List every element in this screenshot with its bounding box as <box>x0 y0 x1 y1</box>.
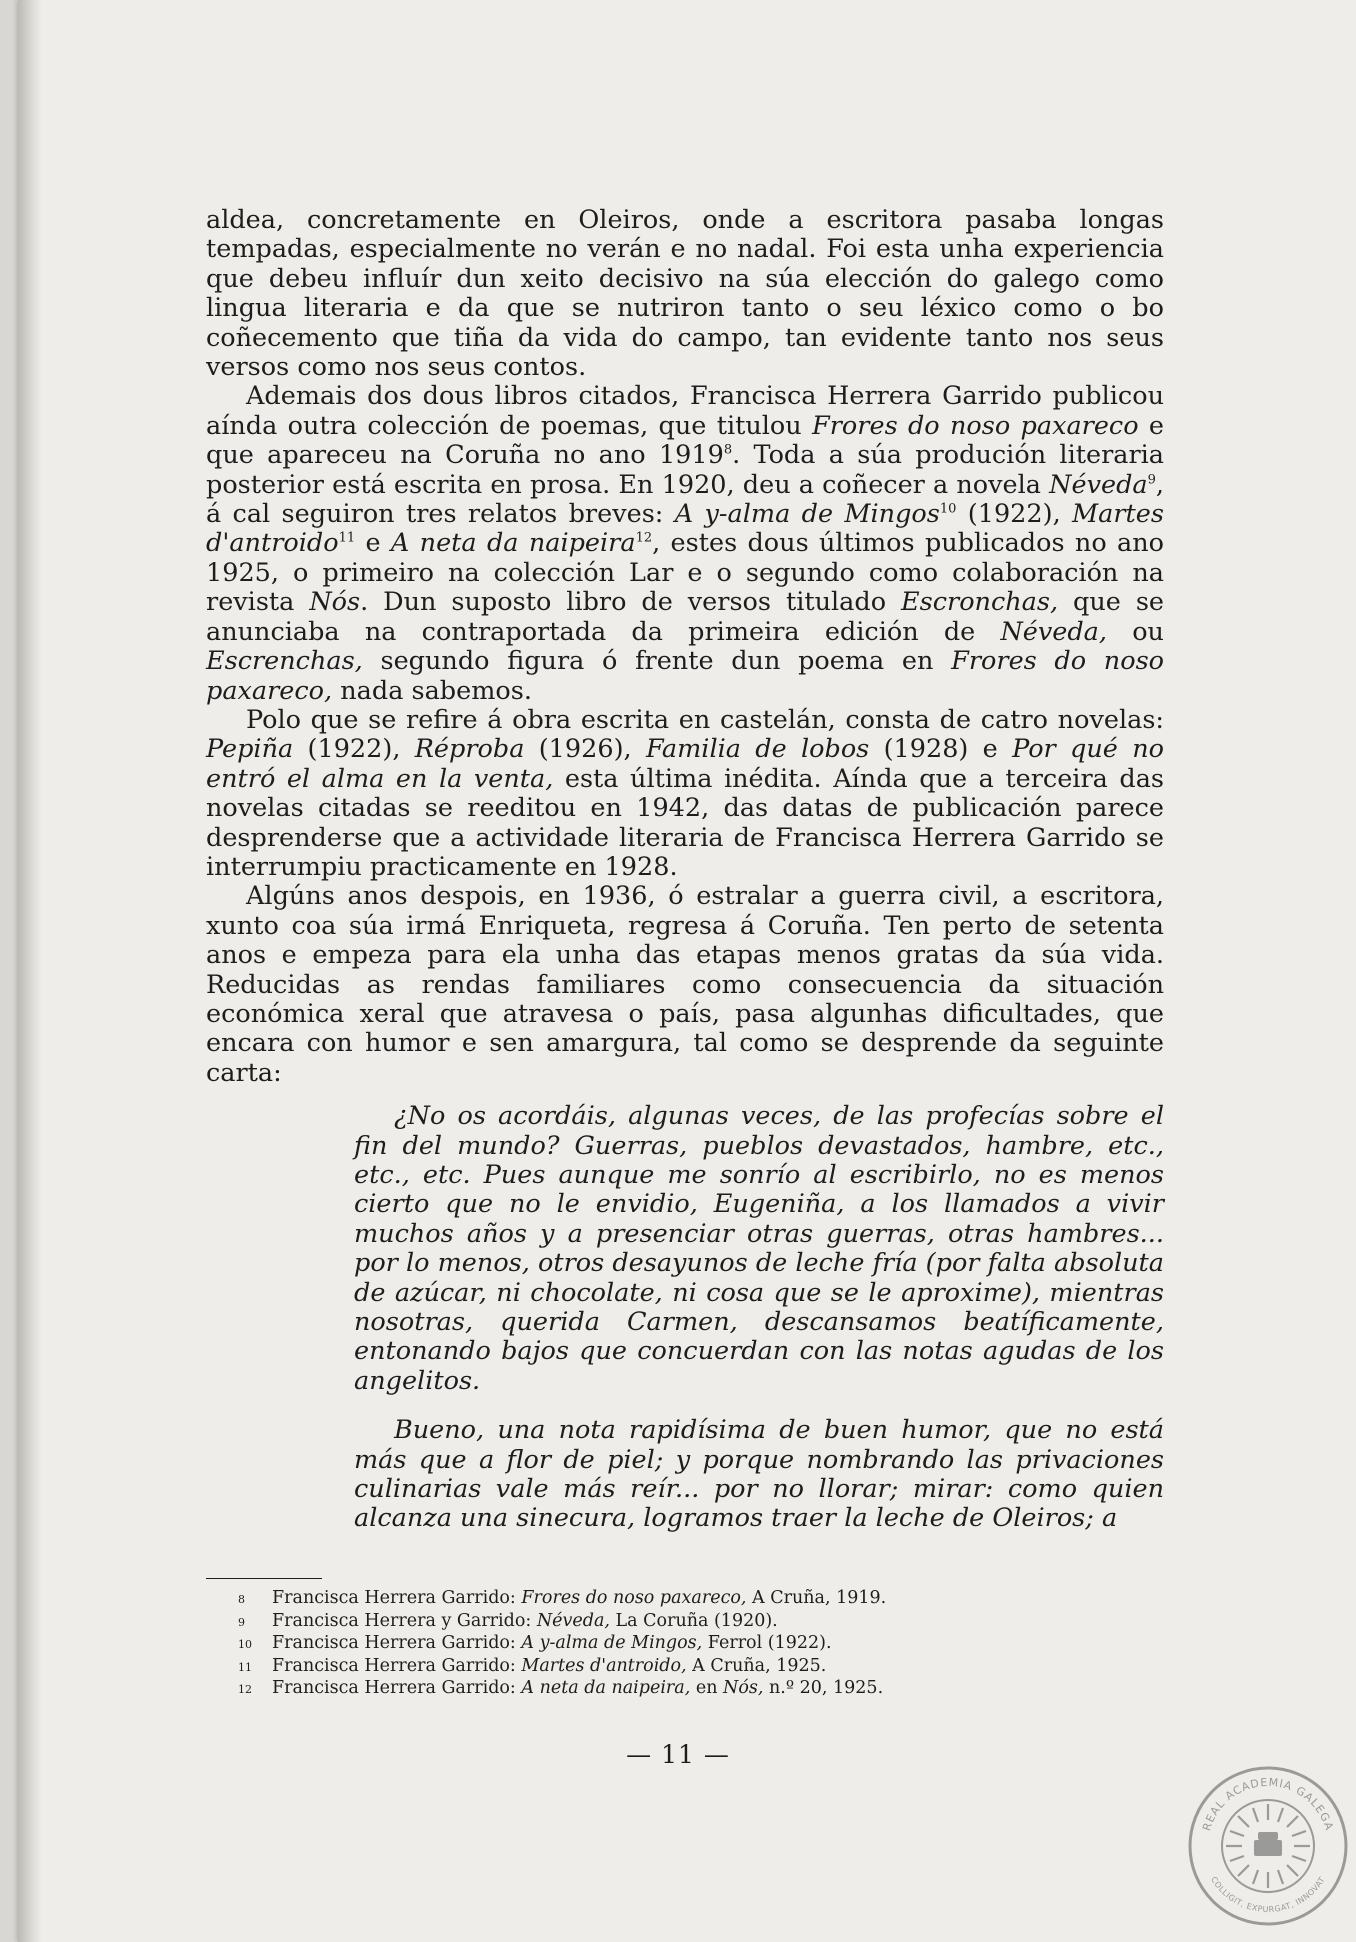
book-title: Néveda <box>1049 469 1148 500</box>
footnote-number: 9 <box>238 1615 245 1629</box>
footnote-author: Francisca Herrera Garrido: <box>272 1633 522 1653</box>
footnote-title: Nós, <box>723 1678 764 1698</box>
footnote-8 <box>238 1588 1138 1611</box>
footnote-text <box>272 1633 832 1656</box>
book-title: Réproba <box>414 734 525 765</box>
footnote-text <box>272 1656 826 1679</box>
text-run: Ademais dos dous libros citados, Francisca Herrera Garrido publicou aínda outra colección de poemas, que titulou <box>206 381 1164 441</box>
paragraph-4: Algúns anos despois, en 1936, ó estralar a guerra civil, a escritora, xunto coa súa irmá Enriqueta, regresa á Coruña. Ten perto de setenta anos e empeza para ela unha das etapas menos gratas da súa vida. Reducidas as rendas familiares como consecuencia da situación económica xeral que atravesa o país, pasa algunhas dificultades, que encara con humor e sen amargura, tal como se desprende da seguinte carta: <box>206 881 1164 1088</box>
footnote-ref: 11 <box>338 530 356 546</box>
footnote-author: Francisca Herrera y Garrido: <box>272 1610 537 1631</box>
seal-bottom-text: COLLIGIT, EXPURGAT, INNOVAT <box>1209 1875 1327 1915</box>
footnote-rest: n.º 20, 1925. <box>763 1678 884 1698</box>
quote-paragraph-2: Bueno, una nota rapidísima de buen humor, que no está más que a flor de piel; y porque nombrando las privaciones culinarias vale más reír... por no llorar; mirar: como quien alcanza una sinecura, logramos traer la leche de Oleiros; a <box>354 1415 1164 1534</box>
text-run: (1926), <box>524 734 646 765</box>
footnote-text <box>272 1588 886 1611</box>
seal-top-text: REAL ACADEMIA GALEGA <box>1200 1775 1336 1833</box>
footnote-author: Francisca Herrera Garrido: <box>272 1678 522 1698</box>
footnote-number: 10 <box>238 1638 252 1651</box>
footnote-title: A y-alma de Mingos, <box>521 1633 703 1653</box>
text-run: que se anunciaba na contraportada da primeira edición de <box>206 587 1164 647</box>
body-text <box>206 206 1164 1534</box>
footnote-title: Néveda, <box>536 1610 610 1631</box>
footnote-ref: 8 <box>723 442 733 458</box>
book-title: Familia de lobos <box>645 734 870 765</box>
book-spine-shadow <box>18 0 42 1942</box>
book-title: Pepiña <box>206 734 294 765</box>
footnote-separator <box>206 1578 322 1579</box>
footnote-rest: A Cruña, 1925. <box>686 1655 827 1676</box>
book-title: Escronchas, <box>901 587 1059 618</box>
page-number: — 11 — <box>626 1740 730 1769</box>
footnote-rest: en <box>690 1678 724 1698</box>
book-title: A neta da naipeira <box>390 528 636 559</box>
text-run: . Dun suposto libro de versos titulado <box>360 587 902 618</box>
text-run: ou <box>1107 616 1164 647</box>
quote-paragraph-1: ¿No os acordáis, algunas veces, de las profecías sobre el fin del mundo? Guerras, pueblos devastados, hambre, etc., etc., etc. Pues aunque me sonrío al escribirlo, no es menos cierto que no le envidio, Eugeniña, a los llamados a vivir muchos años y a presenciar otras guerras, otras hambres... por lo menos, otros desayunos de leche fría (por falta absoluta de azúcar, ni chocolate, ni cosa que se le aproxime), mientras nosotras, querida Carmen, descansamos beatíficamente, entonando bajos que concuerdan con las notas agudas de los angelitos. <box>354 1101 1164 1396</box>
text-run: . Toda a súa produción literaria posterior está escrita en prosa. En 1920, deu a coñecer a novela <box>206 440 1165 500</box>
footnote-title: Martes d'antroido, <box>521 1655 687 1676</box>
text-run: Polo que se refire á obra escrita en castelán, consta de catro novelas: <box>246 704 1164 735</box>
paragraph-3 <box>206 706 1164 882</box>
book-title: Nós <box>309 587 361 618</box>
footnote-text <box>272 1611 778 1634</box>
text-run: (1922), <box>956 499 1073 530</box>
book-title: Escrenchas, <box>206 646 363 677</box>
book-title: Frores do noso paxareco <box>812 410 1139 441</box>
footnote-9 <box>238 1611 1138 1634</box>
academy-seal-stamp <box>1186 1764 1350 1928</box>
footnote-title: A neta da naipeira, <box>521 1678 691 1698</box>
footnote-12 <box>238 1678 1138 1701</box>
text-run: segundo figura ó frente dun poema en <box>362 646 952 677</box>
text-run: , estes dous últimos publicados no ano 1925, o primeiro na colección Lar e o segundo como colaboración na revista <box>206 528 1164 618</box>
footnote-ref: 12 <box>635 530 653 546</box>
letter-quote <box>354 1102 1164 1534</box>
footnote-number: 11 <box>238 1660 252 1674</box>
footnote-rest: La Coruña (1920). <box>609 1610 778 1631</box>
footnote-10 <box>238 1633 1138 1656</box>
text-run: , á cal seguiron tres relatos breves: <box>206 469 1164 530</box>
seal-center-emblem-icon <box>1254 1832 1282 1856</box>
footnote-rest: A Cruña, 1919. <box>746 1588 887 1608</box>
footnote-author: Francisca Herrera Garrido: <box>272 1588 522 1608</box>
footnote-ref: 10 <box>939 501 957 517</box>
text-run: (1922), <box>293 734 415 765</box>
footnote-ref: 9 <box>1147 472 1156 488</box>
footnotes <box>238 1588 1138 1701</box>
paragraph-1: aldea, concretamente en Oleiros, onde a escritora pasaba longas tempadas, especialmente no verán e no nadal. Foi esta unha experiencia que debeu influír dun xeito decisivo na súa elección do galego como lingua literaria e da que se nutriron tanto o seu léxico como o bo coñecemento que tiña da vida do campo, tan evidente tanto nos seus versos como nos seus contos. <box>206 205 1164 383</box>
footnote-title: Frores do noso paxareco, <box>521 1588 747 1608</box>
footnote-author: Francisca Herrera Garrido: <box>272 1655 522 1676</box>
text-run: nada sabemos. <box>332 675 532 706</box>
text-run: esta última inédita. Aínda que a terceira das novelas citadas se reeditou en 1942, das datas de publicación parece desprenderse que a actividade literaria de Francisca Herrera Garrido se interrumpiu practicamente en 1928. <box>206 763 1164 882</box>
footnote-number: 12 <box>238 1683 252 1696</box>
footnote-text <box>272 1678 883 1701</box>
footnote-number: 8 <box>238 1593 245 1606</box>
text-run: (1928) e <box>869 734 1013 765</box>
book-title: Néveda, <box>1000 616 1107 647</box>
footnote-rest: Ferrol (1922). <box>702 1633 832 1653</box>
book-title: Frores do noso paxareco, <box>206 646 1165 706</box>
text-run: e que apareceu na Coruña no ano 1919 <box>206 410 1165 471</box>
book-title: A y-alma de Mingos <box>674 499 940 530</box>
footnote-11 <box>238 1656 1138 1679</box>
book-title: Por qué no entró el alma en la venta, <box>206 734 1164 794</box>
book-title: Martes d'antroido <box>206 499 1164 559</box>
text-run: e <box>355 528 391 559</box>
paragraph-2 <box>206 382 1164 705</box>
